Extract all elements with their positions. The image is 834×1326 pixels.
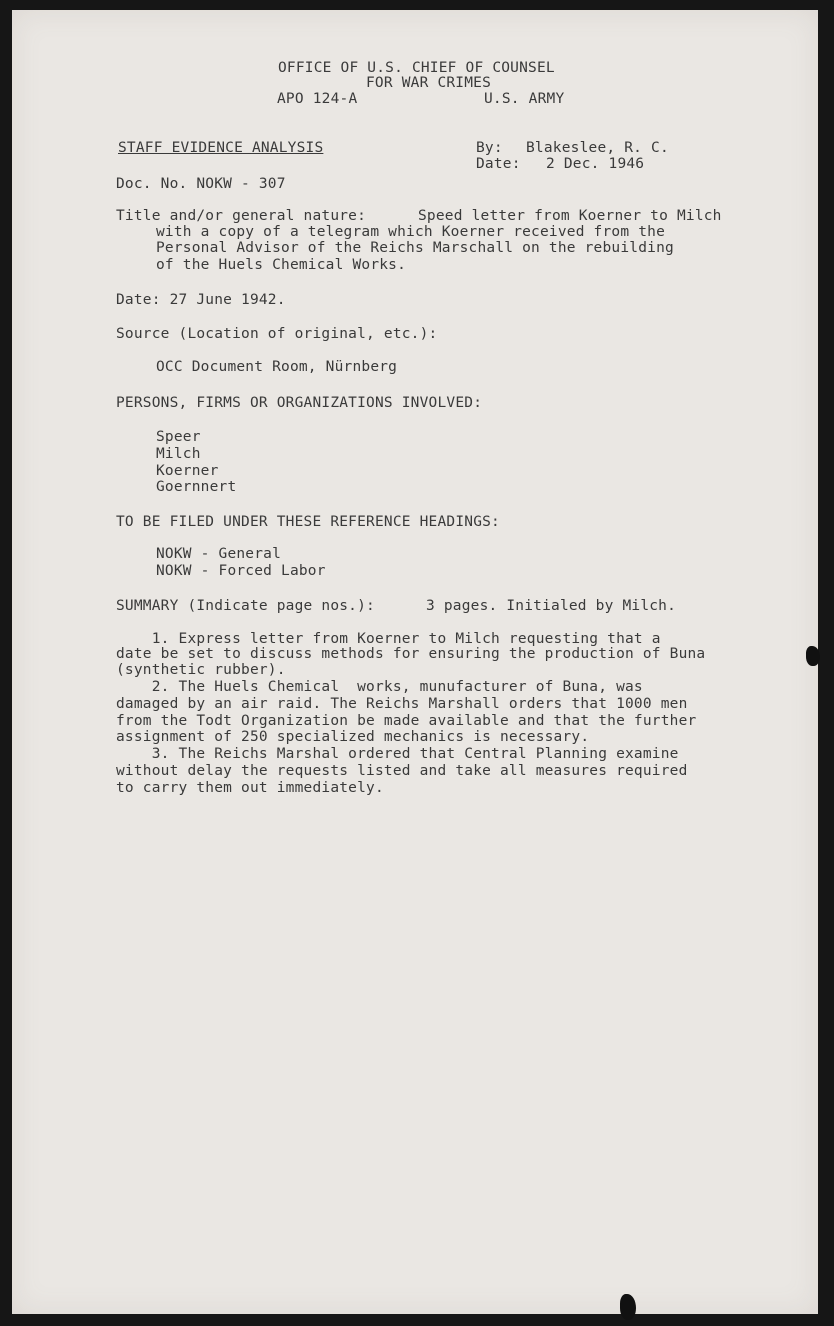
analysis-heading: STAFF EVIDENCE ANALYSIS bbox=[118, 140, 324, 156]
by-label: By: bbox=[476, 140, 503, 156]
reference-heading: TO BE FILED UNDER THESE REFERENCE HEADINGS: bbox=[116, 514, 500, 530]
person-name: Milch bbox=[156, 446, 201, 462]
summary-line: 3. The Reichs Marshal ordered that Central Planning examine bbox=[116, 746, 679, 762]
summary-line: from the Todt Organization be made available and that the further bbox=[116, 713, 697, 729]
persons-heading: PERSONS, FIRMS OR ORGANIZATIONS INVOLVED: bbox=[116, 395, 483, 411]
summary-line: 2. The Huels Chemical works, munufacturer of Buna, was bbox=[116, 679, 643, 695]
title-label: Title and/or general nature: bbox=[116, 208, 367, 224]
summary-label: SUMMARY (Indicate page nos.): bbox=[116, 598, 375, 614]
summary-line: without delay the requests listed and take all measures required bbox=[116, 763, 688, 779]
summary-line: to carry them out immediately. bbox=[116, 780, 384, 796]
summary-value: 3 pages. Initialed by Milch. bbox=[426, 598, 677, 614]
summary-line: assignment of 250 specialized mechanics is necessary. bbox=[116, 729, 590, 745]
edge-tear-mark bbox=[806, 646, 820, 666]
reference-item: NOKW - Forced Labor bbox=[156, 563, 326, 579]
summary-line: damaged by an air raid. The Reichs Marshall orders that 1000 men bbox=[116, 696, 688, 712]
office-line-1: OFFICE OF U.S. CHIEF OF COUNSEL bbox=[278, 60, 555, 76]
date-label: Date: bbox=[476, 156, 521, 172]
reference-item: NOKW - General bbox=[156, 546, 282, 562]
source-value: OCC Document Room, Nürnberg bbox=[156, 359, 398, 375]
title-line-2: with a copy of a telegram which Koerner received from the bbox=[156, 224, 665, 240]
apo-number: APO 124-A bbox=[277, 91, 358, 107]
title-line-4: of the Huels Chemical Works. bbox=[156, 257, 407, 273]
document-page bbox=[12, 10, 818, 1314]
person-name: Speer bbox=[156, 429, 201, 445]
office-line-2: FOR WAR CRIMES bbox=[366, 75, 492, 91]
summary-line: 1. Express letter from Koerner to Milch requesting that a bbox=[116, 631, 661, 647]
source-label: Source (Location of original, etc.): bbox=[116, 326, 438, 342]
by-value: Blakeslee, R. C. bbox=[526, 140, 669, 156]
person-name: Koerner bbox=[156, 463, 219, 479]
title-line-1: Speed letter from Koerner to Milch bbox=[418, 208, 722, 224]
summary-line: date be set to discuss methods for ensuring the production of Buna bbox=[116, 646, 706, 662]
title-line-3: Personal Advisor of the Reichs Marschall on the rebuilding bbox=[156, 240, 674, 256]
person-name: Goernnert bbox=[156, 479, 237, 495]
doc-number: Doc. No. NOKW - 307 bbox=[116, 176, 286, 192]
summary-line: (synthetic rubber). bbox=[116, 662, 286, 678]
document-date: Date: 27 June 1942. bbox=[116, 292, 286, 308]
army-label: U.S. ARMY bbox=[484, 91, 565, 107]
bottom-ink-blot bbox=[620, 1294, 636, 1320]
date-value: 2 Dec. 1946 bbox=[546, 156, 645, 172]
